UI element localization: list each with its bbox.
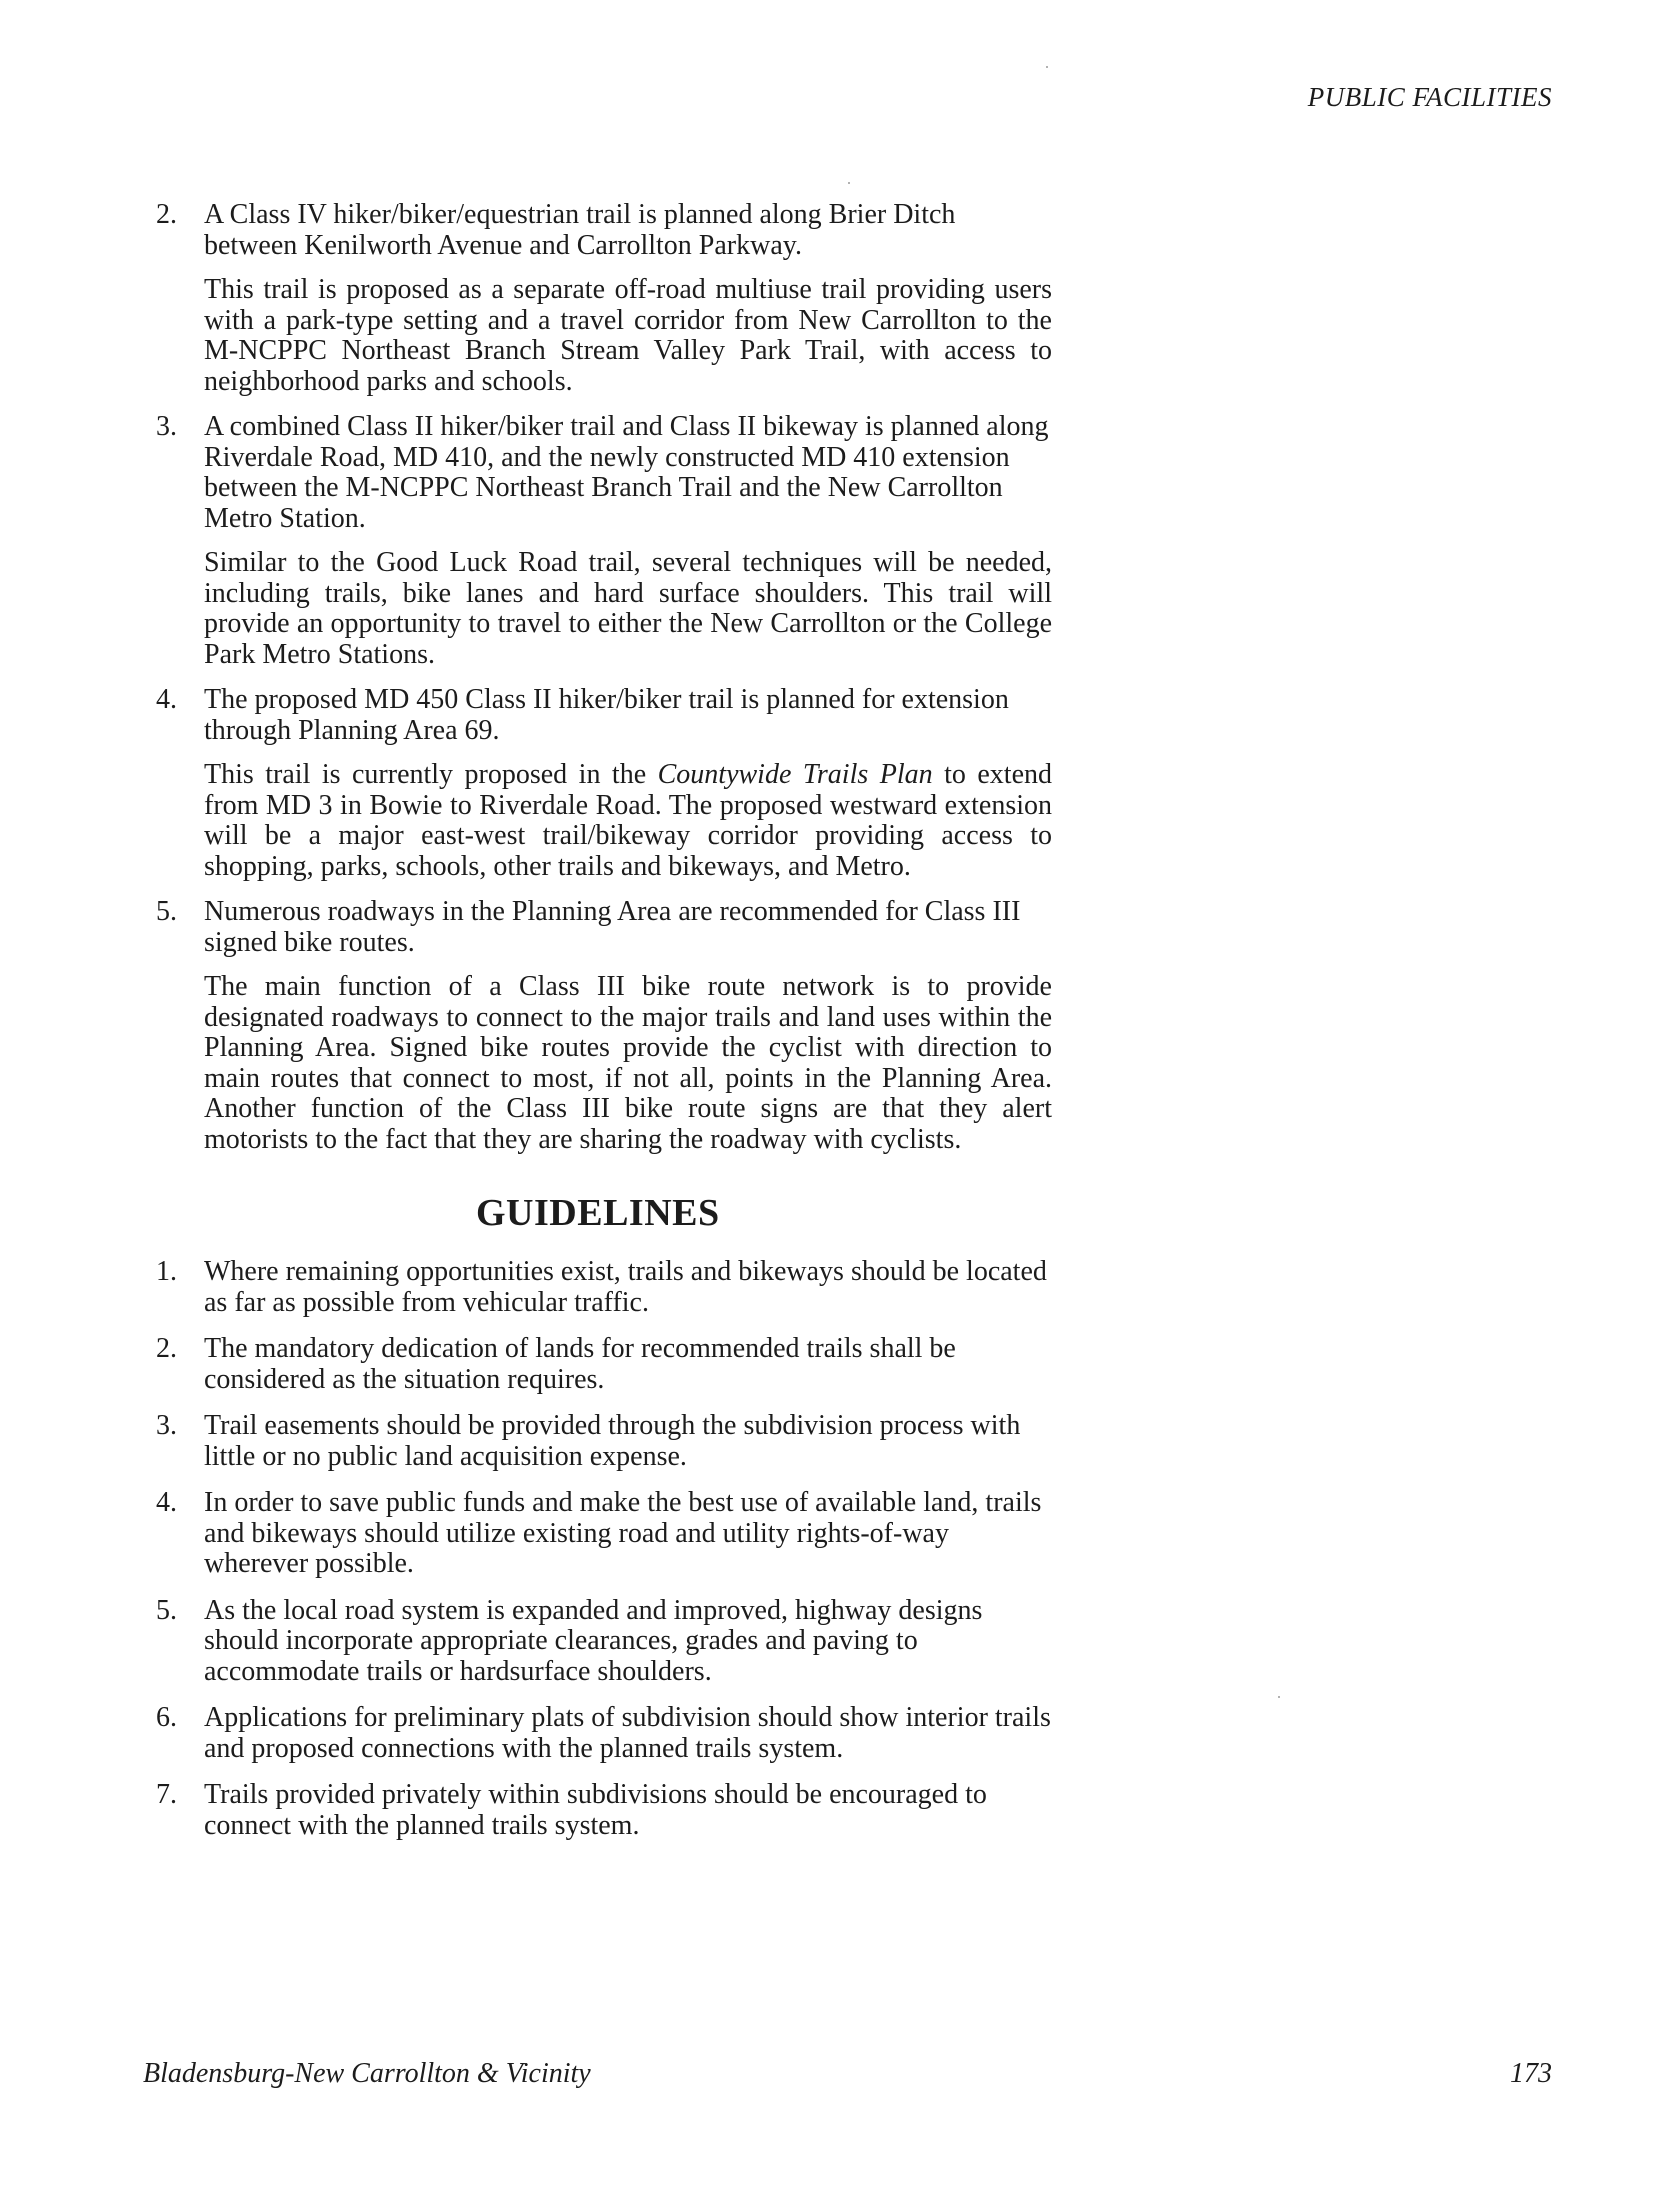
scan-speck [848,182,850,184]
item-detail-text: The main function of a Class III bike route network is to provide designated roadways to connect to the major trails and land uses within the Planning Area. Signed bike routes provide the cyclist with direction to main routes that connect to most, if not all, points in the Planning Area. Another function of the Class III bike route signs are that they alert motorists to the fact that they are sharing the roadway with cyclists. [204,971,1052,1155]
guideline-item-4 [150,1488,1052,1580]
guideline-item-2 [150,1334,1052,1395]
item-detail-text: Similar to the Good Luck Road trail, several techniques will be needed, including trails, bike lanes and hard surface shoulders. This trail will provide an opportunity to travel to either the New Carrollton or the College Park Metro Stations. [204,547,1052,670]
guideline-item-7 [150,1780,1052,1841]
item-lead-text: The proposed MD 450 Class II hiker/biker trail is planned for extension through Planning Area 69. [204,684,1009,746]
item-number: 2. [156,199,177,230]
guideline-text: Applications for preliminary plats of subdivision should show interior trails and proposed connections with the planned trails system. [204,1702,1051,1764]
item-number: 5. [156,1594,177,1626]
guideline-text: Trail easements should be provided through the subdivision process with little or no public land acquisition expense. [204,1410,1021,1472]
item-number: 7. [156,1779,177,1810]
guideline-text: In order to save public funds and make the best use of available land, trails and bikeways should utilize existing road and utility rights-of-way wherever possible. [204,1487,1042,1579]
guideline-item-1 [150,1257,1052,1318]
item-number: 1. [156,1256,177,1287]
guideline-item-6 [150,1703,1052,1764]
guideline-text: The mandatory dedication of lands for recommended trails shall be considered as the situation requires. [204,1333,956,1395]
item-number: 4. [156,1487,177,1518]
item-number: 2. [156,1333,177,1364]
page-number: 173 [1510,2058,1552,2089]
guideline-text: Where remaining opportunities exist, trails and bikeways should be located as far as possible from vehicular traffic. [204,1256,1047,1318]
guideline-text: As the local road system is expanded and improved, highway designs should incorporate appropriate clearances, grades and paving to accommodate trails or hardsurface shoulders. [204,1594,983,1687]
recommendation-item-4 [150,685,1052,882]
item-number: 3. [156,411,177,442]
recommendation-item-2 [150,200,1052,397]
item-number: 5. [156,896,177,927]
running-header: PUBLIC FACILITIES [1307,82,1552,112]
recommendation-item-3 [150,412,1052,670]
detail-text-after: to extend from MD 3 in Bowie to Riverdale Road. The proposed westward extension will be a major east-west trail/bikeway corridor providing access to shopping, parks, schools, other trails and bikeways, and Metro. [204,759,1053,882]
detail-text-before: This trail is currently proposed in the [204,759,658,790]
scan-speck [1046,66,1048,68]
item-lead-text: A combined Class II hiker/biker trail and Class II bikeway is planned along Riverdale Road, MD 410, and the newly constructed MD 410 extension between the M-NCPPC Northeast Branch Trail and the New Carrollton Metro Station. [204,411,1049,534]
recommendation-item-5 [150,897,1052,1155]
guidelines-heading: GUIDELINES [476,1192,720,1234]
item-number: 6. [156,1702,177,1733]
guideline-text: Trails provided privately within subdivisions should be encouraged to connect with the planned trails system. [204,1779,987,1841]
guideline-item-5 [150,1596,1052,1688]
item-detail-text [204,760,1052,882]
plan-title-italic: Countywide Trails Plan [657,759,933,790]
running-footer-title: Bladensburg-New Carrollton & Vicinity [143,2058,591,2089]
page-body [150,200,1052,1857]
item-lead-text: Numerous roadways in the Planning Area are recommended for Class III signed bike routes. [204,896,1021,958]
recommendation-list [150,200,1052,1155]
scan-speck [1278,1696,1280,1698]
item-detail-text: This trail is proposed as a separate off-road multiuse trail providing users with a park-type setting and a travel corridor from New Carrollton to the M-NCPPC Northeast Branch Stream Valley Park Trail, with access to neighborhood parks and schools. [204,274,1052,397]
guidelines-list [150,1257,1052,1841]
item-number: 4. [156,684,177,715]
item-number: 3. [156,1410,177,1441]
item-lead-text: A Class IV hiker/biker/equestrian trail is planned along Brier Ditch between Kenilworth Avenue and Carrollton Parkway. [204,199,956,261]
guideline-item-3 [150,1411,1052,1472]
